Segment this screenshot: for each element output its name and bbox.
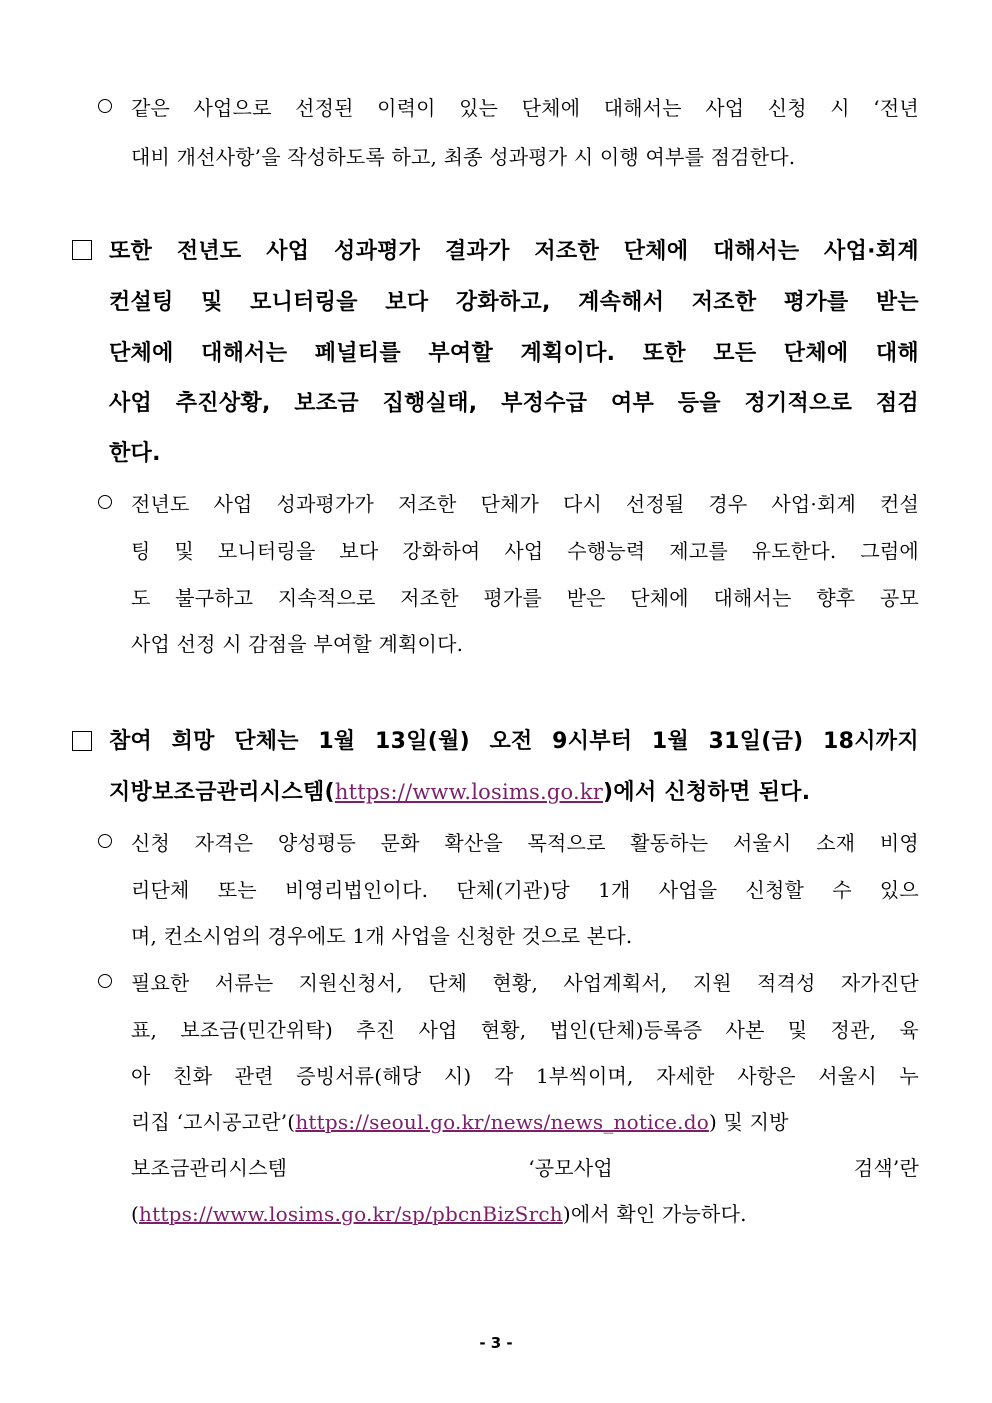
text-line: 같은 사업으로 선정된 이력이 있는 단체에 대해서는 사업 신청 시 ‘전년: [131, 96, 919, 120]
circle-bullet-icon: [98, 99, 112, 113]
text-line: 리단체 또는 비영리법인이다. 단체(기관)당 1개 사업을 신청할 수 있으: [131, 878, 919, 902]
page-number: - 3 -: [479, 1334, 513, 1352]
losims-link[interactable]: https://www.losims.go.kr: [334, 780, 604, 804]
text-line: 한다.: [109, 441, 161, 466]
text-line: 사업 추진상황, 보조금 집행실태, 부정수급 여부 등을 정기적으로 점검: [109, 391, 919, 416]
text-line: [131, 1152, 919, 1181]
text-fragment: 리집 ‘고시공고란’(: [131, 1110, 296, 1134]
text-fragment: 지방보조금관리시스템(: [109, 780, 335, 805]
text-line: 단체에 대해서는 페널티를 부여할 계획이다. 또한 모든 단체에 대해: [109, 341, 919, 366]
text-fragment: (: [131, 1202, 140, 1226]
text-line: 팅 및 모니터링을 보다 강화하여 사업 수행능력 제고를 유도한다. 그럼에: [131, 539, 919, 563]
text-line: 아 친화 관련 증빙서류(해당 시) 각 1부씩이며, 자세한 사항은 서울시 누: [131, 1064, 919, 1088]
text-line: 전년도 사업 성과평가가 저조한 단체가 다시 선정될 경우 사업·회계 컨설: [131, 492, 919, 516]
circle-bullet-icon: [98, 834, 112, 848]
text-fragment: 보조금관리시스템: [131, 1156, 288, 1180]
text-line: 참여 희망 단체는 1월 13일(월) 오전 9시부터 1월 31일(금) 18시까지: [109, 729, 919, 754]
text-line: 신청 자격은 양성평등 문화 확산을 목적으로 활동하는 서울시 소재 비영: [131, 831, 919, 855]
circle-bullet-icon: [98, 495, 112, 509]
losims-search-link[interactable]: https://www.losims.go.kr/sp/pbcnBizSrch: [139, 1202, 563, 1226]
text-fragment: ‘공모사업: [528, 1156, 613, 1180]
square-bullet-icon: [72, 731, 92, 751]
text-line: [131, 1106, 919, 1135]
text-line: 컨설팅 및 모니터링을 보다 강화하고, 계속해서 저조한 평가를 받는: [109, 290, 919, 315]
text-line: 표, 보조금(민간위탁) 추진 사업 현황, 법인(단체)등록증 사본 및 정관, 육: [131, 1018, 919, 1042]
text-line: 또한 전년도 사업 성과평가 결과가 저조한 단체에 대해서는 사업·회계: [109, 239, 919, 264]
text-line: 도 불구하고 지속적으로 저조한 평가를 받은 단체에 대해서는 향후 공모: [131, 586, 919, 610]
text-line: 사업 선정 시 감점을 부여할 계획이다.: [131, 632, 464, 656]
text-line: 대비 개선사항’을 작성하도록 하고, 최종 성과평가 시 이행 여부를 점검한다.: [131, 145, 796, 169]
text-line: 필요한 서류는 지원신청서, 단체 현황, 사업계획서, 지원 적격성 자가진단: [131, 971, 919, 995]
text-fragment: )에서 신청하면 된다.: [603, 780, 811, 805]
text-line: 며, 컨소시엄의 경우에도 1개 사업을 신청한 것으로 본다.: [131, 924, 633, 948]
circle-bullet-icon: [98, 974, 112, 988]
text-fragment: )에서 확인 가능하다.: [562, 1202, 747, 1226]
text-fragment: [131, 1106, 789, 1135]
text-fragment: 검색’란: [853, 1156, 919, 1180]
text-line: [109, 775, 810, 806]
text-line: [131, 1198, 747, 1227]
square-bullet-icon: [72, 240, 92, 260]
text-fragment: ) 및 지방: [708, 1110, 789, 1134]
seoul-notice-link[interactable]: https://seoul.go.kr/news/news_notice.do: [295, 1110, 709, 1134]
